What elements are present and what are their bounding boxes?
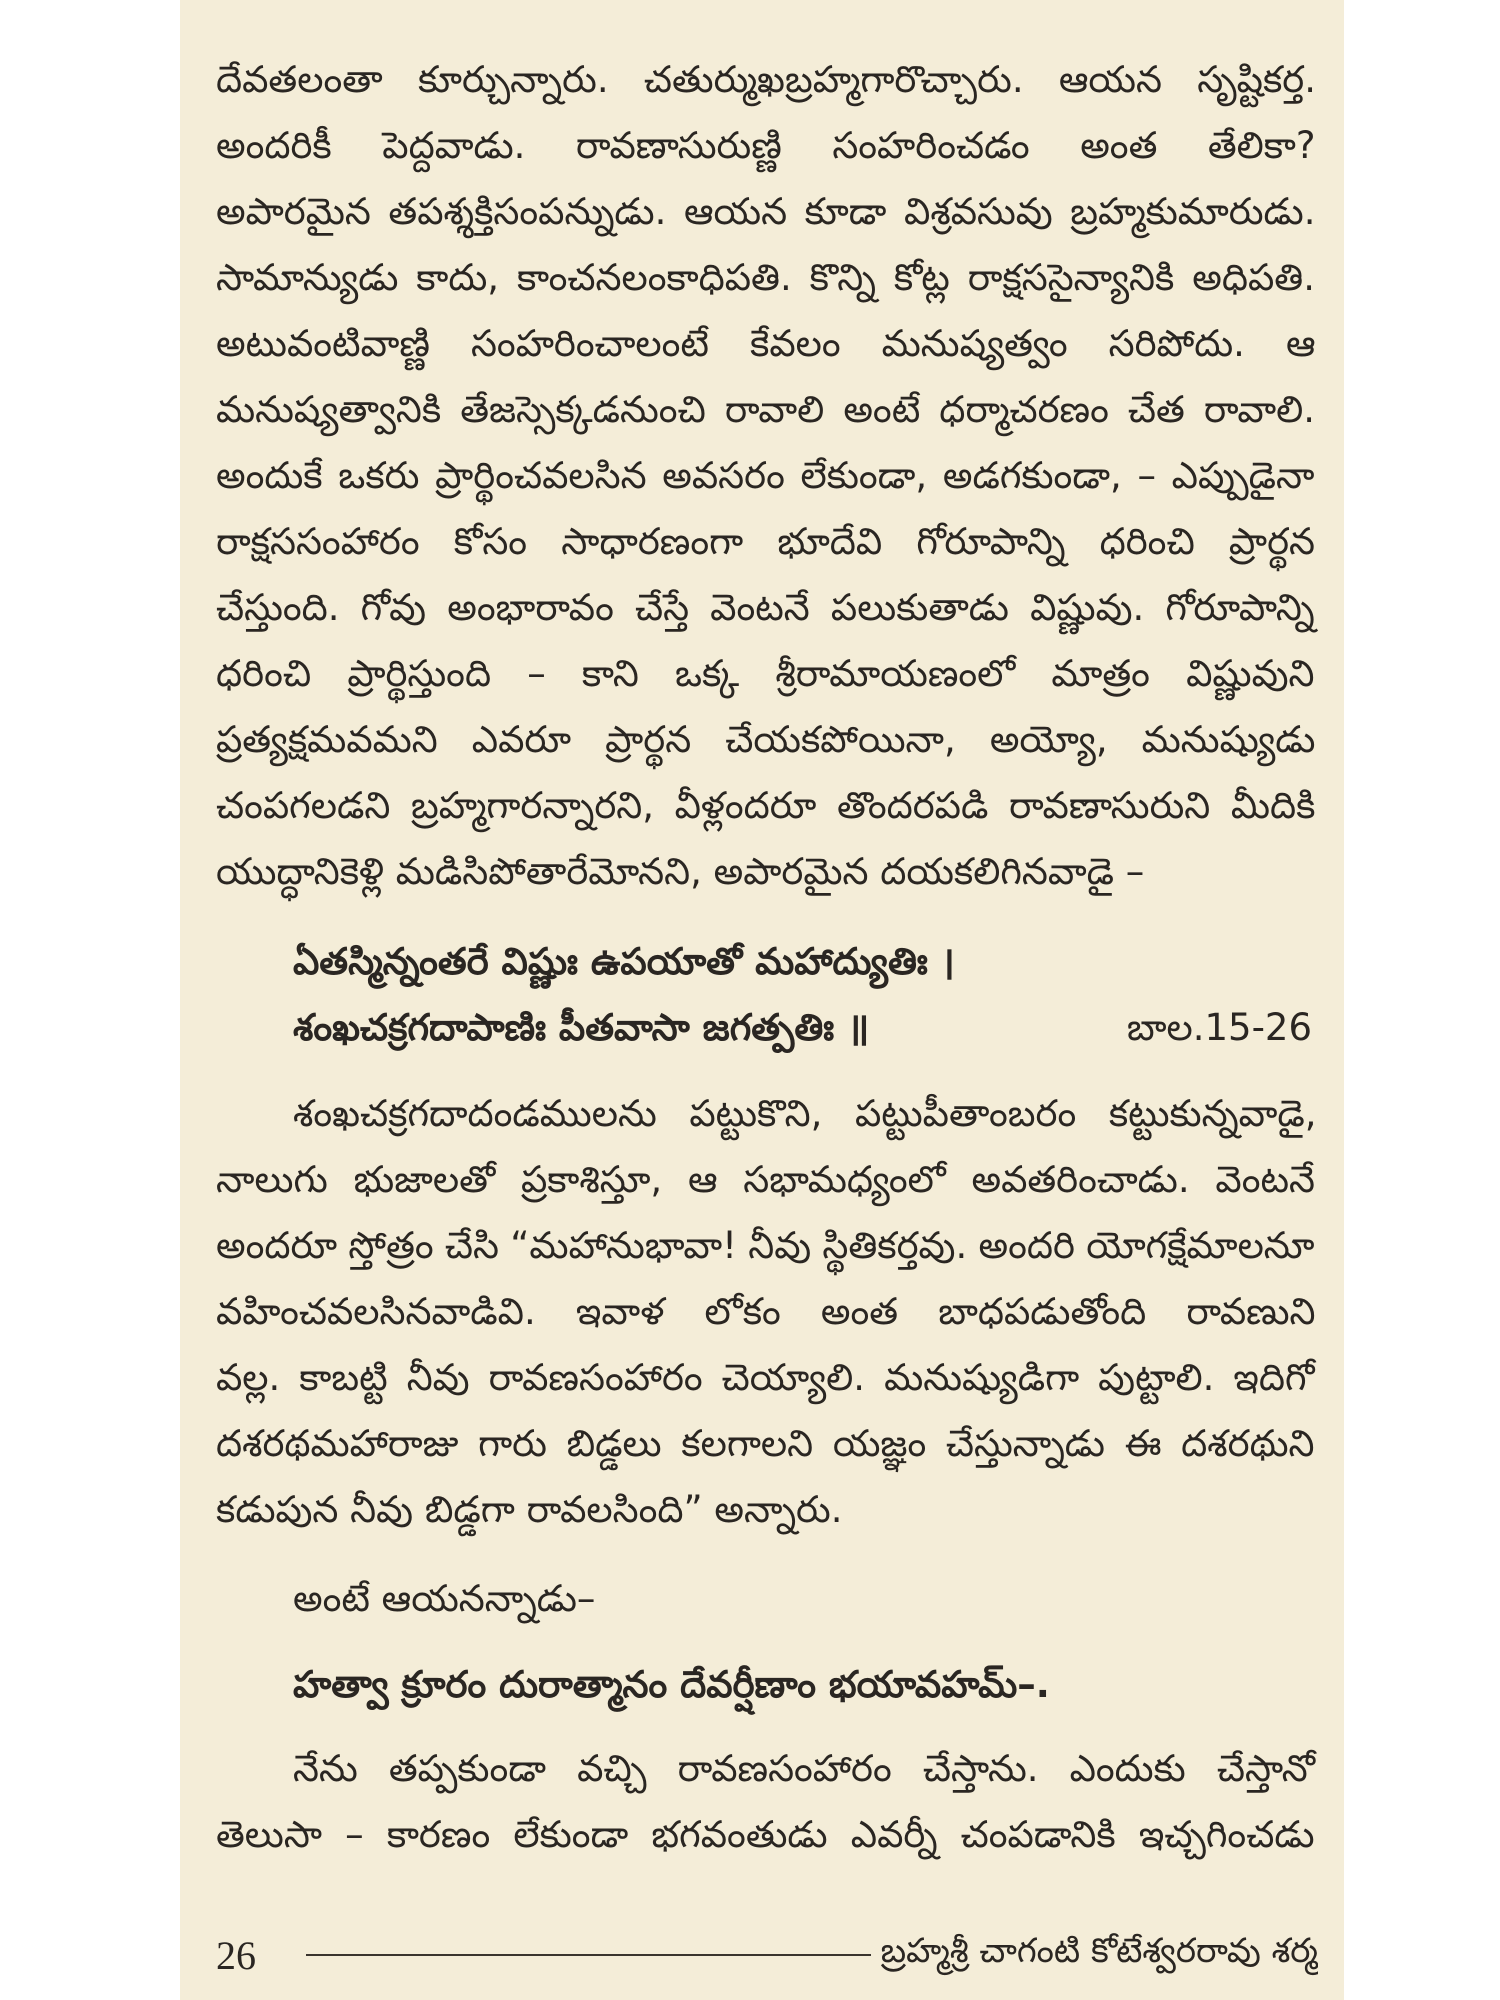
line-text: అందరికీ పెద్దవాడు. రావణాసురుణ్ణి సంహరించడం అంత తేలికా? xyxy=(216,124,1316,167)
line-text: అంటే ఆయనన్నాడు– xyxy=(293,1577,596,1620)
sloka-quote xyxy=(216,1652,1318,1718)
line-text: ధరించి ప్రార్థిస్తుంది – కాని ఒక్క శ్రీరామాయణంలో మాత్రం విష్ణువుని xyxy=(216,652,1315,695)
text-line xyxy=(216,839,1318,905)
line-text: కడుపున నీవు బిడ్డగా రావలసింది” అన్నారు. xyxy=(216,1488,843,1531)
line-text: అపారమైన తపశ్శక్తిసంపన్నుడు. ఆయన కూడా విశ్రవసువు బ్రహ్మకుమారుడు. xyxy=(216,190,1316,233)
text-line xyxy=(216,113,1318,179)
line-text: చంపగలడని బ్రహ్మగారన్నారని, వీళ్లందరూ తొందరపడి రావణాసురుని మీదికి xyxy=(216,784,1316,827)
line-text: వహించవలసినవాడివి. ఇవాళ లోకం అంత బాధపడుతోంది రావణుని xyxy=(216,1290,1316,1333)
line-text: మనుష్యత్వానికి తేజస్సెక్కడనుంచి రావాలి అంటే ధర్మాచరణం చేత రావాలి. xyxy=(216,388,1315,431)
line-text: నేను తప్పకుండా వచ్చి రావణసంహారం చేస్తాను. ఎందుకు చేస్తానో xyxy=(293,1747,1315,1790)
text-line xyxy=(216,1345,1318,1411)
text-line xyxy=(216,1147,1318,1213)
text-line xyxy=(216,443,1318,509)
text-line xyxy=(216,575,1318,641)
sanskrit-verse xyxy=(216,929,1318,1061)
line-text: దేవతలంతా కూర్చున్నారు. చతుర్ముఖబ్రహ్మగారొచ్చారు. ఆయన సృష్టికర్త. xyxy=(216,58,1316,101)
text-line xyxy=(216,377,1318,443)
text-line xyxy=(216,1566,1318,1632)
text-line xyxy=(216,1736,1318,1802)
sloka-text: హత్వా క్రూరం దురాత్మానం దేవర్షీణాం భయావహమ్–. xyxy=(293,1663,1050,1706)
text-line xyxy=(216,1081,1318,1147)
text-line xyxy=(216,509,1318,575)
line-text: దశరథమహారాజు గారు బిడ్డలు కలగాలని యజ్ఞం చేస్తున్నాడు ఈ దశరథుని xyxy=(216,1422,1315,1465)
line-text: నాలుగు భుజాలతో ప్రకాశిస్తూ, ఆ సభామధ్యంలో అవతరించాడు. వెంటనే xyxy=(216,1158,1315,1201)
book-page xyxy=(180,0,1344,2000)
text-line xyxy=(216,245,1318,311)
text-line xyxy=(216,1279,1318,1345)
text-line xyxy=(216,1802,1318,1868)
text-line xyxy=(216,641,1318,707)
text-line xyxy=(216,311,1318,377)
text-line xyxy=(216,707,1318,773)
paragraph-4 xyxy=(216,1736,1318,1868)
text-line xyxy=(216,773,1318,839)
line-text: శంఖచక్రగదాదండములను పట్టుకొని, పట్టుపీతాంబరం కట్టుకున్నవాడై, xyxy=(293,1092,1317,1135)
line-text: రాక్షససంహారం కోసం సాధారణంగా భూదేవి గోరూపాన్ని ధరించి ప్రార్థన xyxy=(216,520,1315,563)
page-footer xyxy=(216,1928,1318,1982)
sloka-line xyxy=(216,1652,1318,1718)
page-number: 26 xyxy=(216,1932,256,1978)
verse-line xyxy=(216,995,1318,1061)
text-line xyxy=(216,179,1318,245)
line-text: సామాన్యుడు కాదు, కాంచనలంకాధిపతి. కొన్ని కోట్ల రాక్షససైన్యానికి అధిపతి. xyxy=(216,256,1315,299)
verse-text: శంఖచక్రగదాపాణిః పీతవాసా జగత్పతిః ॥ xyxy=(293,1006,870,1049)
text-line xyxy=(216,1477,1318,1543)
line-text: అటువంటివాణ్ణి సంహరించాలంటే కేవలం మనుష్యత్వం సరిపోదు. ఆ xyxy=(216,322,1316,365)
verse-line xyxy=(216,929,1318,995)
line-text: చేస్తుంది. గోవు అంభారావం చేస్తే వెంటనే పలుకుతాడు విష్ణువు. గోరూపాన్ని xyxy=(216,586,1315,629)
line-text: యుద్ధానికెళ్లి మడిసిపోతారేమోనని, అపారమైన దయకలిగినవాడై – xyxy=(216,850,1145,893)
footer-divider xyxy=(306,1954,871,1956)
line-text: ప్రత్యక్షమవమని ఎవరూ ప్రార్థన చేయకపోయినా, అయ్యో, మనుష్యుడు xyxy=(216,718,1316,761)
line-text: తెలుసా – కారణం లేకుండా భగవంతుడు ఎవర్నీ చంపడానికి ఇచ్చగించడు xyxy=(216,1813,1315,1856)
line-text: అందరూ స్తోత్రం చేసి “మహానుభావా! నీవు స్థితికర్తవు. అందరి యోగక్షేమాలనూ xyxy=(216,1224,1315,1267)
paragraph-2 xyxy=(216,1081,1318,1543)
paragraph-1 xyxy=(216,47,1318,905)
verse-reference: బాల.15-26 xyxy=(1126,1006,1312,1049)
text-column xyxy=(216,47,1318,1868)
line-text: అందుకే ఒకరు ప్రార్థించవలసిన అవసరం లేకుండా, అడగకుండా, – ఎప్పుడైనా xyxy=(216,454,1315,497)
author-name: బ్రహ్మశ్రీ చాగంటి కోటేశ్వరరావు శర్మ xyxy=(880,1931,1318,1971)
verse-text: ఏతస్మిన్నంతరే విష్ణుః ఉపయాతో మహాద్యుతిః । xyxy=(293,940,955,983)
text-line xyxy=(216,47,1318,113)
line-text: వల్ల. కాబట్టి నీవు రావణసంహారం చెయ్యాలి. మనుష్యుడిగా పుట్టాలి. ఇదిగో xyxy=(216,1356,1315,1399)
text-line xyxy=(216,1213,1318,1279)
text-line xyxy=(216,1411,1318,1477)
paragraph-3 xyxy=(216,1566,1318,1632)
